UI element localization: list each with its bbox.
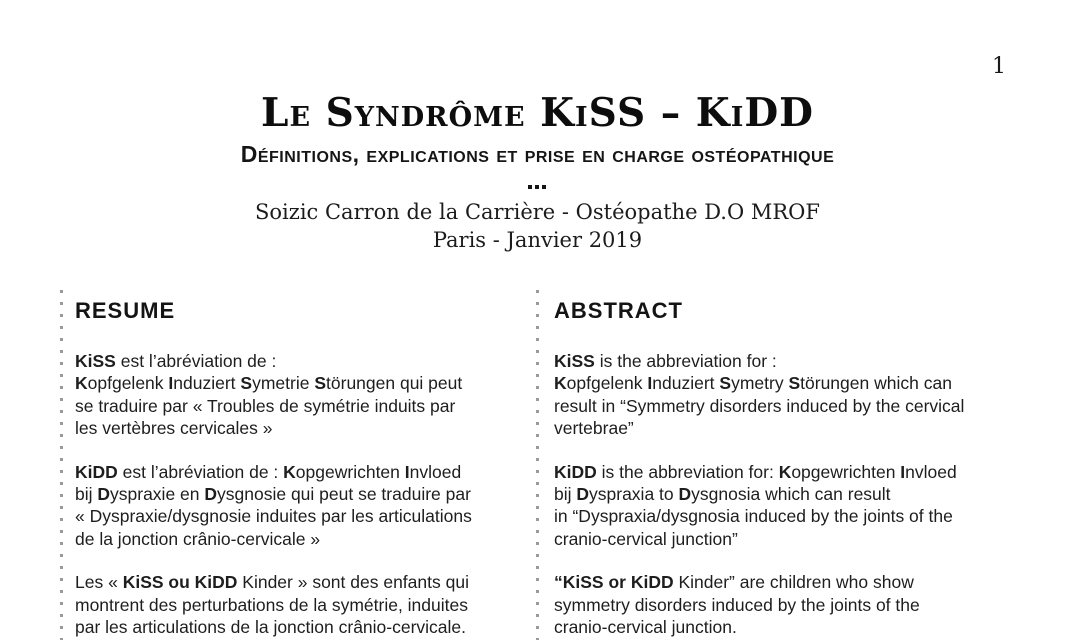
abstract-column — [536, 290, 1022, 640]
resume-paragraph: Les « KiSS ou KiDD Kinder » sont des enfants qui montrent des perturbations de la symétrie, induites par les articulations de la jonction crânio-cervicale. — [75, 572, 469, 638]
triple-dash-divider-icon — [528, 185, 546, 189]
abstract-paragraph: “KiSS or KiDD Kinder” are children who show symmetry disorders induced by the joints of the cranio-cervical junction. — [554, 572, 920, 638]
abstract-paragraph: KiDD is the abbreviation for: Kopgewrichten Invloed bij Dyspraxia to Dysgnosia which can result in “Dyspraxia/dysgnosia induced by the joints of the cranio-cervical junction” — [554, 461, 957, 549]
resume-column — [60, 290, 525, 640]
abstract-paragraph: KiSS is the abbreviation for : Kopfgelenk Induziert Symetry Störungen which can result in “Symmetry disorders induced by the cervical vertebrae” — [554, 351, 965, 439]
document-subtitle: Définitions, explications et prise en charge ostéopathique — [240, 141, 835, 167]
byline — [0, 198, 1075, 254]
dotted-border-left-column — [60, 290, 63, 640]
resume-heading: RESUME — [75, 298, 176, 323]
page-number: 1 — [992, 54, 1006, 79]
abstract-column-content — [536, 290, 1022, 638]
resume-paragraph: KiDD est l’abréviation de : Kopgewrichten Invloed bij Dyspraxie en Dysgnosie qui peut se traduire par « Dyspraxie/dysgnosie induites par les articulations de la jonction crânio-cervicale » — [75, 461, 472, 549]
place-date-line: Paris - Janvier 2019 — [432, 228, 643, 252]
document-title: Le Syndrôme KiSS – KiDD — [261, 90, 814, 136]
author-line: Soizic Carron de la Carrière - Ostéopathe D.O MROF — [255, 200, 820, 224]
abstract-heading: ABSTRACT — [554, 298, 683, 323]
resume-paragraph: KiSS est l’abréviation de : Kopfgelenk Induziert Symetrie Störungen qui peut se traduire par « Troubles de symétrie induits par les vertèbres cervicales » — [75, 351, 463, 439]
dotted-border-right-column — [536, 290, 539, 640]
resume-column-content — [60, 290, 525, 638]
